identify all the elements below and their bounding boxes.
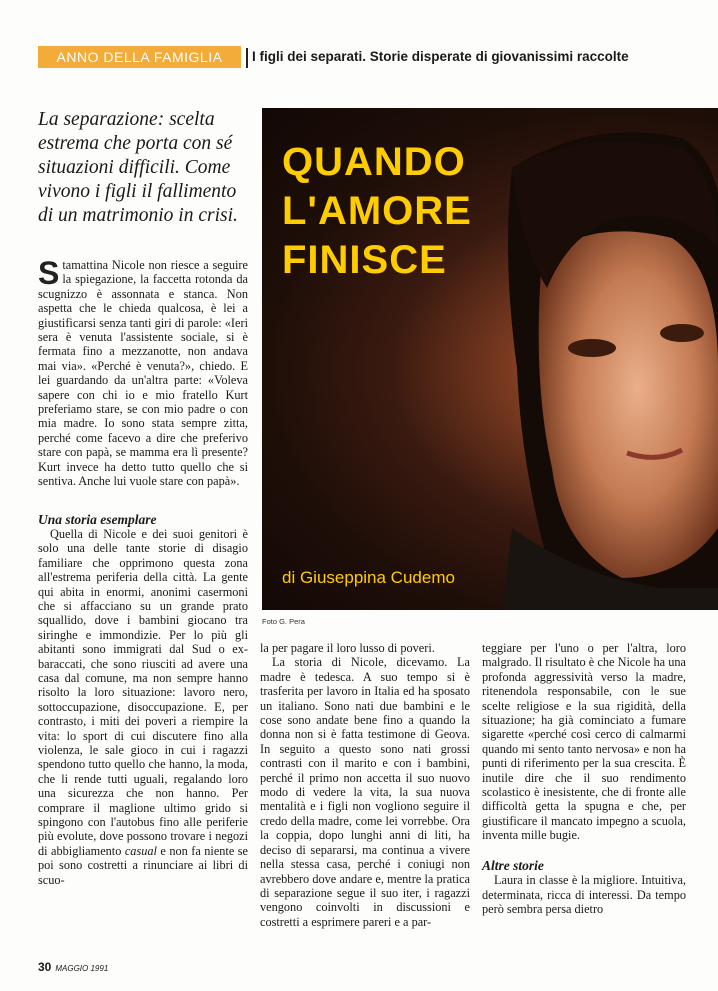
page-footer <box>38 958 108 976</box>
paragraph-1: Stamattina Nicole non riesce a seguire la spiegazione, la faccetta rotonda da scugnizzo è assonnata e stanca. Non aspetta che le chieda qualcosa, è lei a giustificarsi senza tanti giri di parole: «Ieri sera è venuta l'assistente sociale, si è fermata fino a mezzanotte, non andava mai via». «Perché è venuta?», chiedo. E lei guardando da un'altra parte: «Voleva sapere con chi io e mio fratello Kurt preferiamo stare, se con mio padre o con mia madre. Io sono stata sempre zitta, perché come facevo a dire che preferivo stare con papà, se mamma era lì presente? Kurt invece ha detto tutto quello che si sentiva. Anche lui vuole stare con papà». <box>38 255 248 489</box>
title-line-2: L'AMORE <box>282 189 472 233</box>
column-1 <box>38 255 248 887</box>
subhead-una-storia: Una storia esemplare <box>38 511 157 527</box>
intro-standfirst: La separazione: scelta estrema che porta con sé situazioni difficili. Come vivono i figli il fallimento di un matrimonio in crisi. <box>38 109 238 226</box>
paragraph-5: teggiare per l'uno o per l'altra, loro malgrado. Il risultato è che Nicole ha una profonda aggressività verso la madre, ritenendola responsabile, con le sue scelte religiose e la sua rigidità, della situazione; ha già cominciato a fumare sigarette «perché così cerco di calmarmi quando mi sento tanto nervosa» e non ha punti di riferimento per la sua crescita. È inutile dire che il suo rendimento scolastico è inesistente, che di fronte alle difficoltà getta la spugna e che, per giustificare il mancato impegno a scuola, inventa mille bugie. <box>482 641 686 843</box>
photo-credit: Foto G. Pera <box>262 617 305 626</box>
article-title <box>282 138 472 285</box>
drop-cap: S <box>38 255 60 291</box>
column-2 <box>260 641 470 929</box>
title-line-1: QUANDO <box>282 140 466 184</box>
paragraph-4: La storia di Nicole, dicevamo. La madre è tedesca. A suo tempo si è trasferita per lavoro in Italia ed ha sposato un italiano. Sono nati due bambini e le cose sono andate bene fino a quando la donna non si è fatta testimone di Geova. In seguito a questo sono nati grossi contrasti con il marito e con i bambini, perché il primo non accetta il suo nuovo modo di vedere la vita, la sua nuova mentalità e i figli non vogliono seguire il credo della madre, come lei vorrebbe. Ora la coppia, dopo lunghi anni di liti, ha deciso di separarsi, ma continua a vivere nella stessa casa, perché i coniugi non avrebbero dove andare e, mentre la pratica di separazione segue il suo iter, i ragazzi vengono coinvolti in discussioni e costretti a esprimere pareri e a par- <box>260 655 470 929</box>
paragraph-2: Quella di Nicole e dei suoi genitori è solo una delle tante storie di disagio familiare che opprimono questa zona all'estrema periferia della città. La gente qui abita in enormi, anonimi casermoni che si affacciano su un grande prato squallido, dove i bambini giocano tra siringhe e immondizie. Per lo più gli abitanti sono immigrati dal Sud o ex-baraccati, che sono riusciti ad avere una casa dal comune, ma non sempre hanno risolto la loro situazione: lavoro nero, sottoccupazione, disoccupazione. E, per contrasto, i miti dei poveri a riempire la vita: lo sport di cui discutere fino alla violenza, le sale gioco in cui i ragazzi spendono tutto quello che hanno, la moda, che li rende tutti uguali, regalando loro una sicurezza che non hanno. Per comprare il maglione ultimo grido si spingono con l'autobus fino alle periferie più evolute, dove possono trovare i negozi di abbigliamento casual e non fa niente se poi sono costretti a rinunciare ai libri di scuo- <box>38 526 248 887</box>
page-number: 30 <box>38 960 52 974</box>
paragraph-3: la per pagare il loro lusso di poveri. <box>260 641 435 655</box>
cover-photo <box>262 108 718 610</box>
byline: di Giuseppina Cudemo <box>282 568 455 587</box>
paragraph-6: Laura in classe è la migliore. Intuitiva, determinata, ricca di interessi. Da tempo però sembra persa dietro <box>482 873 686 916</box>
headline: I figli dei separati. Storie disperate di giovanissimi raccolte <box>252 49 629 64</box>
issue-date: MAGGIO 1991 <box>55 964 109 973</box>
subhead-altre-storie: Altre storie <box>482 857 544 873</box>
column-3 <box>482 641 686 916</box>
headline-divider <box>246 48 248 68</box>
title-line-3: FINISCE <box>282 238 447 282</box>
section-tag: ANNO DELLA FAMIGLIA <box>38 46 241 68</box>
